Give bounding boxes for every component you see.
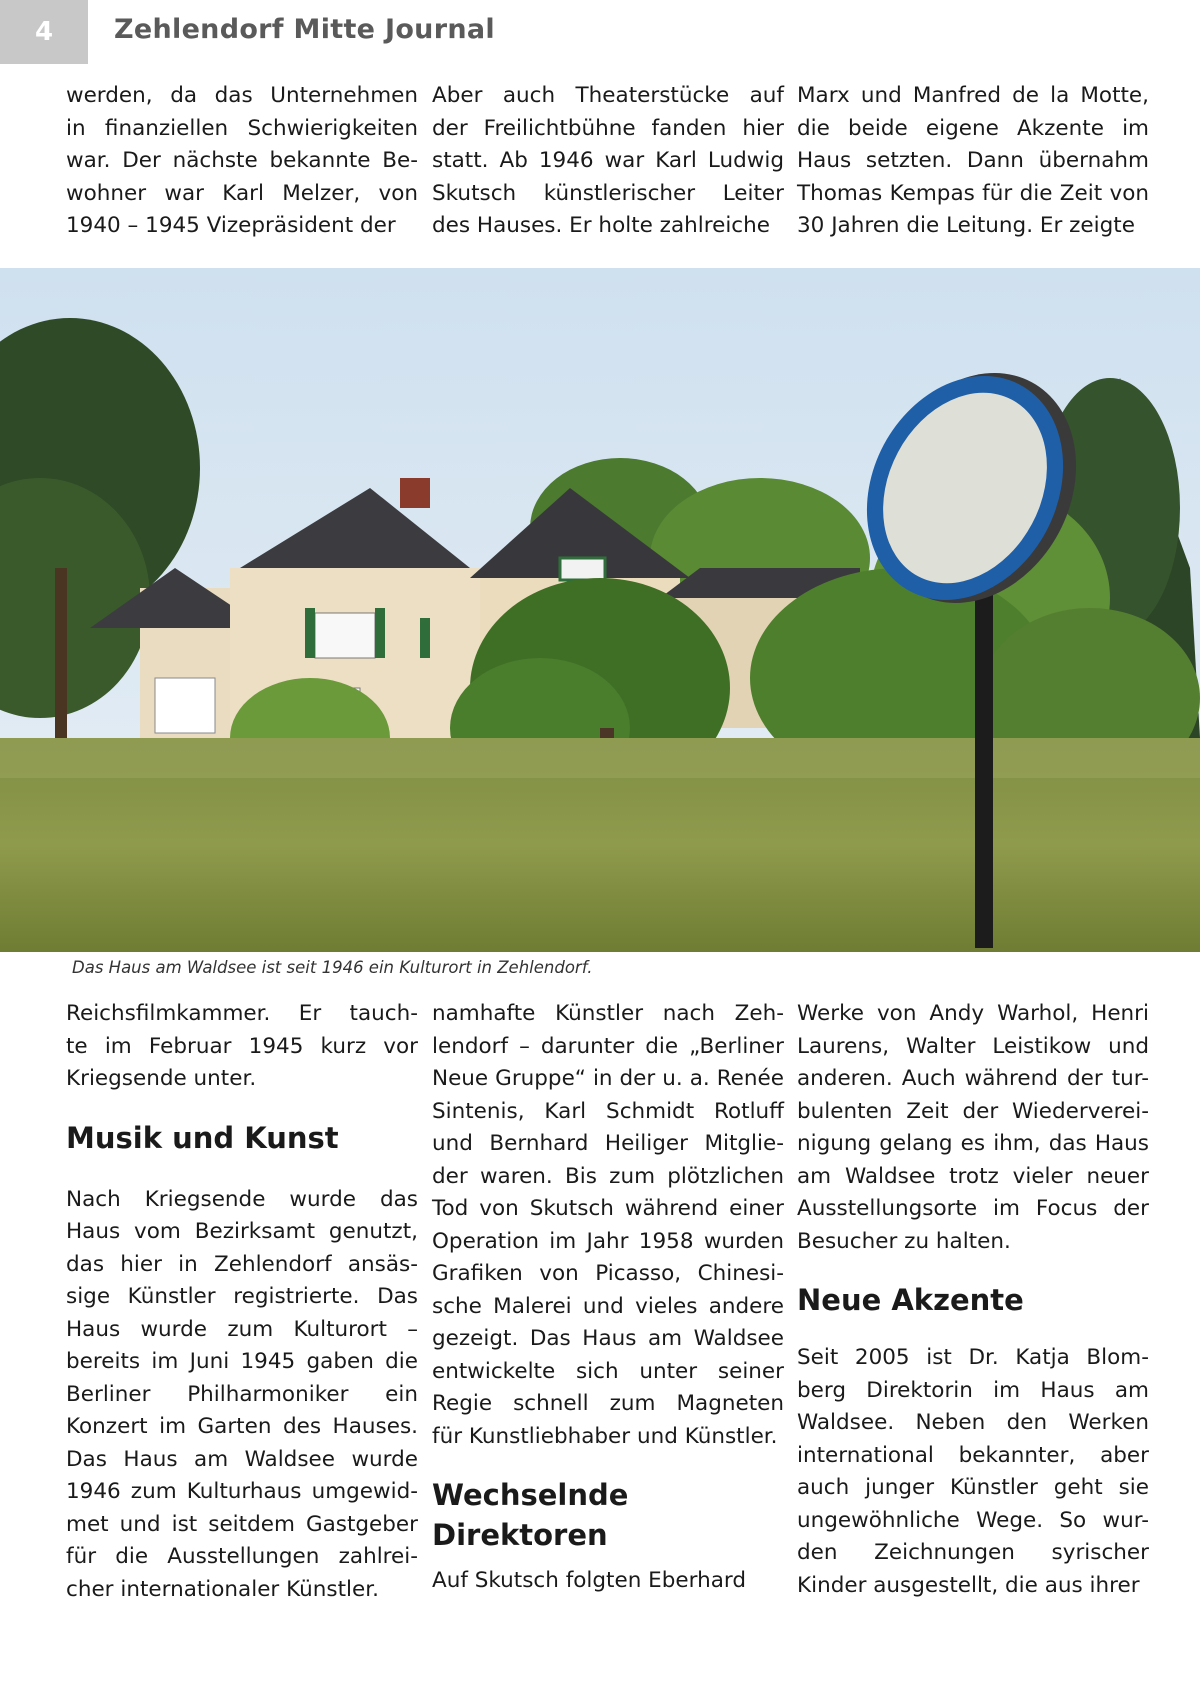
heading-line-1: Wechselnde	[432, 1478, 629, 1512]
col3-after	[797, 1342, 1149, 1602]
text-line: und Bernhard Heiliger Mitglie-	[432, 1131, 784, 1156]
text-line: Waldsee. Neben den Werken	[797, 1410, 1149, 1435]
text-line: des Hauses. Er holte zahlreiche	[432, 213, 770, 238]
text-line: Werke von Andy Warhol, Henri	[797, 1001, 1149, 1026]
text-line: für Kunstliebhaber und Künstler.	[432, 1423, 778, 1449]
text-line: 30 Jahren die Leitung. Er zeigte	[797, 213, 1135, 238]
text-line: te im Februar 1945 kurz vor	[66, 1033, 418, 1059]
text-line: der Freilichtbühne fanden hier	[432, 115, 784, 141]
text-line: in finanziellen Schwierigkeiten	[66, 115, 418, 141]
text-line: am Waldsee trotz vieler neuer	[797, 1163, 1149, 1189]
text-line: Konzert im Garten des Hauses.	[66, 1414, 418, 1439]
text-line: auch junger Künstler geht sie	[797, 1475, 1149, 1500]
text-line: Haus wurde zum Kulturort –	[66, 1316, 418, 1342]
text-line: sige Künstler registrierte. Das	[66, 1284, 418, 1309]
col1-intro	[66, 998, 418, 1096]
text-line: Regie schnell zum Magneten	[432, 1391, 784, 1416]
text-line: der waren. Bis zum plötzlichen	[432, 1163, 784, 1189]
text-line: Thomas Kempas für die Zeit von	[797, 180, 1149, 206]
text-line: Sintenis, Karl Schmidt Rotluff	[432, 1098, 784, 1124]
photo-illustration	[0, 268, 1200, 952]
top-column-3	[797, 80, 1149, 243]
photo-haus-am-waldsee	[0, 268, 1200, 952]
col2-after	[432, 1565, 784, 1598]
text-line: nigung gelang es ihm, das Haus	[797, 1131, 1149, 1156]
journal-title: Zehlendorf Mitte Journal	[114, 14, 495, 45]
page-number: 4	[0, 0, 88, 64]
text-line: Reichsfilmkammer. Er tauch-	[66, 1001, 418, 1026]
heading-musik-und-kunst: Musik und Kunst	[66, 1120, 339, 1155]
text-line: Nach Kriegsende wurde das	[66, 1186, 418, 1212]
text-line: Tod von Skutsch während einer	[432, 1196, 784, 1221]
text-line: Kriegsende unter.	[66, 1066, 257, 1091]
text-line: Marx und Manfred de la Motte,	[797, 83, 1149, 108]
text-line: ungewöhnliche Wege. So wur-	[797, 1507, 1149, 1533]
text-line: Ausstellungsorte im Focus der	[797, 1196, 1149, 1221]
text-line: lendorf – darunter die „Berliner	[432, 1033, 784, 1059]
col2-body	[432, 998, 784, 1453]
column-3	[797, 998, 1149, 1602]
text-line: für die Ausstellungen zahlrei-	[66, 1544, 418, 1569]
col1-body	[66, 1184, 418, 1607]
text-line: Berliner Philharmoniker ein	[66, 1381, 418, 1407]
text-line: namhafte Künstler nach Zeh-	[432, 1001, 784, 1026]
top-column-2	[432, 80, 784, 243]
heading-wechselnde-direktoren	[432, 1475, 784, 1555]
text-line: 1940 – 1945 Vizepräsident der	[66, 213, 396, 238]
text-line: Kinder ausgestellt, die aus ihrer	[797, 1572, 1140, 1598]
text-line: Aber auch Theaterstücke auf	[432, 83, 784, 108]
text-line: sche Malerei und vieles andere	[432, 1293, 784, 1319]
text-line: Grafiken von Picasso, Chinesi-	[432, 1261, 784, 1286]
text-line: Operation im Jahr 1958 wurden	[432, 1228, 784, 1254]
text-line: die beide eigene Akzente im	[797, 115, 1149, 141]
col3-body	[797, 998, 1149, 1258]
heading-line-2: Direktoren	[432, 1518, 608, 1552]
text-line: Besucher zu halten.	[797, 1228, 1011, 1254]
text-line: den Zeichnungen syrischer	[797, 1540, 1149, 1565]
text-line: Seit 2005 ist Dr. Katja Blom-	[797, 1345, 1149, 1370]
text-line: Laurens, Walter Leistikow und	[797, 1033, 1149, 1059]
text-line: bereits im Juni 1945 gaben die	[66, 1349, 418, 1374]
column-2	[432, 998, 784, 1598]
text-line: Skutsch künstlerischer Leiter	[432, 180, 784, 206]
text-line: entwickelte sich unter seiner	[432, 1358, 784, 1384]
text-line: Haus setzten. Dann übernahm	[797, 148, 1149, 173]
text-line: anderen. Auch während der tur-	[797, 1066, 1149, 1091]
text-line: Neue Gruppe“ in der u. a. Renée	[432, 1066, 784, 1091]
text-line: berg Direktorin im Haus am	[797, 1377, 1149, 1403]
text-line: Das Haus am Waldsee wurde	[66, 1446, 418, 1472]
text-line: bulenten Zeit der Wiederverei-	[797, 1098, 1149, 1124]
text-line: met und ist seitdem Gastgeber	[66, 1511, 418, 1537]
text-line: Auf Skutsch folgten Eberhard	[432, 1568, 747, 1593]
top-column-1	[66, 80, 418, 243]
text-line: das hier in Zehlendorf ansäs-	[66, 1251, 418, 1277]
text-line: war. Der nächste bekannte Be-	[66, 148, 418, 173]
column-1	[66, 998, 418, 1606]
text-line: wohner war Karl Melzer, von	[66, 180, 418, 206]
text-line: cher internationaler Künstler.	[66, 1576, 379, 1602]
text-line: 1946 zum Kulturhaus umgewid-	[66, 1479, 418, 1504]
text-line: international bekannter, aber	[797, 1442, 1149, 1468]
photo-caption: Das Haus am Waldsee ist seit 1946 ein Kulturort in Zehlendorf.	[72, 958, 593, 977]
text-line: gezeigt. Das Haus am Waldsee	[432, 1326, 784, 1351]
text-line: werden, da das Unternehmen	[66, 83, 418, 108]
text-line: statt. Ab 1946 war Karl Ludwig	[432, 148, 784, 173]
heading-neue-akzente: Neue Akzente	[797, 1283, 1024, 1317]
text-line: Haus vom Bezirksamt genutzt,	[66, 1219, 418, 1244]
